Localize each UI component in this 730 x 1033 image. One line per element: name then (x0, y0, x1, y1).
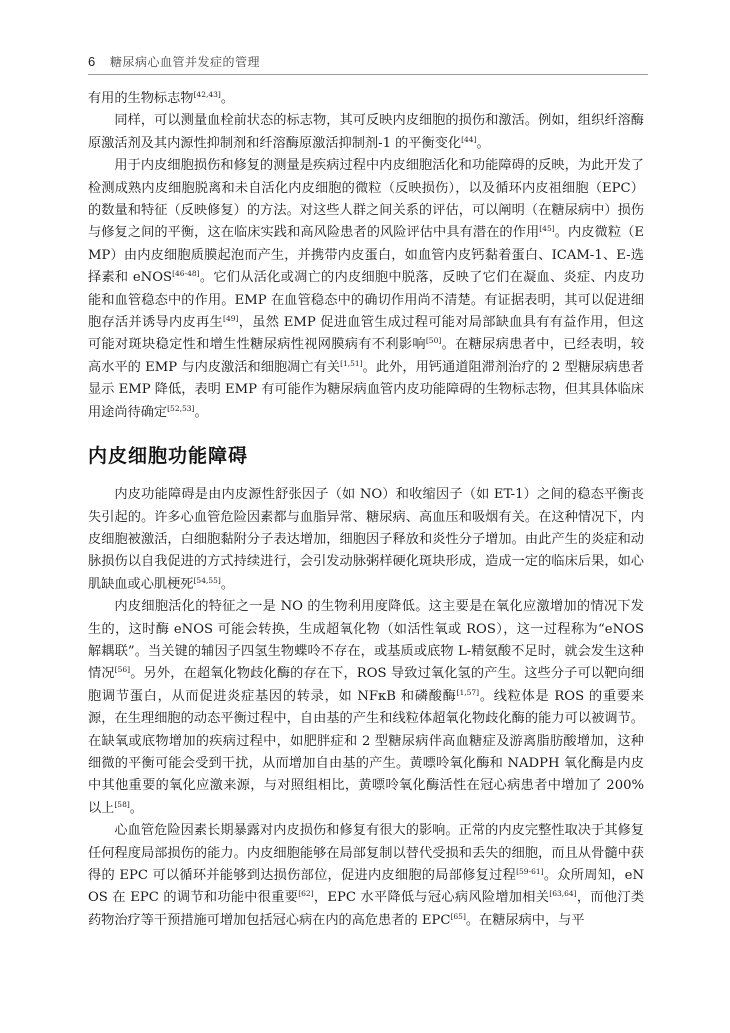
citation-ref: [58] (114, 799, 130, 809)
body-paragraph (88, 155, 644, 424)
text-run: 。在糖尿病患者中，已经表明，较高水平的 EMP 与内皮激活和细胞凋亡有关 (88, 337, 645, 375)
citation-ref: [56] (114, 665, 131, 675)
text-run: 。它们从活化或凋亡的内皮细胞中脱落，反映了它们在凝血、炎症、内皮功能和血管稳态中的作用。EMP 在血管稳态中的确切作用尚不清楚。有证据表明，其可以促进细胞存活并诱导内皮再生 (88, 270, 645, 331)
citation-ref: [52,53] (167, 403, 195, 413)
text-run: 有用的生物标志物 (88, 91, 194, 106)
text-run: 。 (220, 576, 235, 592)
text-run: 内皮功能障碍是由内皮源性舒张因子（如 NO）和收缩因子（如 ET-1）之间的稳态平衡丧失引起的。许多心血管危险因素都与血脂异常、糖尿病、高血压和吸烟有关。在这种情况下，内皮细胞被激活，白细胞黏附分子表达增加，细胞因子释放和炎性分子增加。由此产生的炎症和动脉损伤以自我促进的方式持续进行，会引发动脉粥样硬化斑块形成，造成一定的临床后果，如心肌缺血或心肌梗死 (88, 487, 644, 592)
citation-ref: [54,55] (193, 575, 221, 585)
text-run: 。 (220, 91, 235, 106)
citation-ref: [44] (461, 134, 477, 144)
citation-ref: [49] (223, 314, 239, 324)
page-body (88, 88, 644, 932)
citation-ref: [45] (539, 224, 555, 234)
text-run: 。另外，在超氧化物歧化酶的存在下，ROS 导致过氧化氢的产生。这些分子可以靶向细胞调节蛋白，从而促进炎症基因的转录，如 NFκB 和磷酸酶 (88, 666, 645, 704)
citation-ref: [46-48] (172, 269, 200, 279)
section-endothelial-dysfunction (88, 484, 644, 932)
text-run: 。在糖尿病中，与平 (465, 912, 585, 928)
text-run: 。内皮微粒（EMP）由内皮细胞质膜起泡而产生，并携带内皮蛋白，如血管内皮钙黏着蛋白、ICAM-1、E-选择素和 eNOS (88, 225, 644, 286)
text-run: 心血管危险因素长期暴露对内皮损伤和修复有很大的影响。正常的内皮完整性取决于其修复任何程度局部损伤的能力。内皮细胞能够在局部复制以替代受损和丢失的细胞，而且从骨髓中获得的 EPC 可以循环并能够到达损伤部位，促进内皮细胞的局部修复过程 (88, 823, 644, 883)
header-divider (88, 74, 648, 75)
text-run: 。 (194, 404, 208, 420)
text-run: 内皮细胞活化的特征之一是 NO 的生物利用度降低。这主要是在氧化应激增加的情况下发生的，这时酶 eNOS 可能会转换，生成超氧化物（如活性氧或 ROS），这一过程称为“eNOS 解耦联”。当关键的辅因子四氢生物蝶呤不存在，或基质或底物 L-精氨酸不足时，就会发生这种情况 (88, 599, 644, 682)
text-run: ，EPC 水平降低与冠心病风险增加相关 (313, 890, 550, 906)
body-paragraph (88, 110, 644, 155)
body-paragraph (88, 820, 644, 932)
page-number: 6 (88, 53, 96, 69)
running-header (88, 52, 648, 70)
citation-ref: [42,43] (193, 90, 221, 99)
citation-ref: [50] (425, 336, 442, 346)
text-run: 。 (129, 800, 143, 816)
citation-ref: [59-61] (516, 867, 544, 876)
text-run: 。 (476, 135, 490, 151)
section-biomarkers (88, 88, 644, 424)
citation-ref: [63,64] (549, 889, 577, 899)
citation-ref: [1,57] (456, 687, 480, 697)
text-run: 同样，可以测量血栓前状态的标志物，其可反映内皮细胞的损伤和激活。例如，组织纤溶酶原激活剂及其内源性抑制剂和纤溶酶原激活抑制剂-1 的平衡变化 (88, 113, 644, 151)
text-run: 用于内皮细胞损伤和修复的测量是疾病过程中内皮细胞活化和功能障碍的反映，为此开发了检测成熟内皮细胞脱离和未自活化内皮细胞的微粒（反映损伤），以及循环内皮祖细胞（EPC）的数量和特征（反映修复）的方法。对这些人群之间关系的评估，可以阐明（在糖尿病中）损伤与修复之间的平衡，这在临床实践和高风险患者的风险评估中具有潜在的作用 (88, 158, 644, 241)
body-paragraph (88, 88, 644, 110)
citation-ref: [1,51] (340, 358, 363, 368)
text-run: 。线粒体是 ROS 的重要来源，在生理细胞的动态平衡过程中，自由基的产生和线粒体超氧化物歧化酶的能力可以被调节。在缺氧或底物增加的疾病过程中，如肥胖症和 2 型糖尿病伴高血糖症及游离脂肪酸增加，这种细微的平衡可能会受到干扰，从而增加自由基的产生。黄嘌呤氧化酶和 NADPH 氧化酶是内皮中其他重要的氧化应激来源，与对照组相比，黄嘌呤氧化酶活性在冠心病患者中增加了 200%以上 (88, 688, 644, 816)
book-title: 糖尿病心血管并发症的管理 (110, 54, 261, 69)
body-paragraph (88, 596, 644, 820)
citation-ref: [65] (450, 911, 466, 921)
text-run: ，虽然 EMP 促进血管生成过程可能对局部缺血具有有益作用，但这可能对斑块稳定性和增生性糖尿病性视网膜病有不利影响 (88, 315, 645, 353)
body-paragraph (88, 484, 644, 596)
text-run: ，而他汀类药物治疗等干预措施可增加包括冠心病在内的高危患者的 EPC (88, 890, 645, 928)
citation-ref: [62] (298, 889, 314, 899)
section-heading: 内皮细胞功能障碍 (88, 445, 249, 468)
text-run: 。众所周知，eNOS 在 EPC 的调节和功能中很重要 (88, 868, 644, 906)
text-run: 。此外，用钙通道阻滞剂治疗的 2 型糖尿病患者显示 EMP 降低，表明 EMP 有可能作为糖尿病血管内皮功能障碍的生物标志物，但其具体临床用途尚待确定 (88, 359, 644, 420)
